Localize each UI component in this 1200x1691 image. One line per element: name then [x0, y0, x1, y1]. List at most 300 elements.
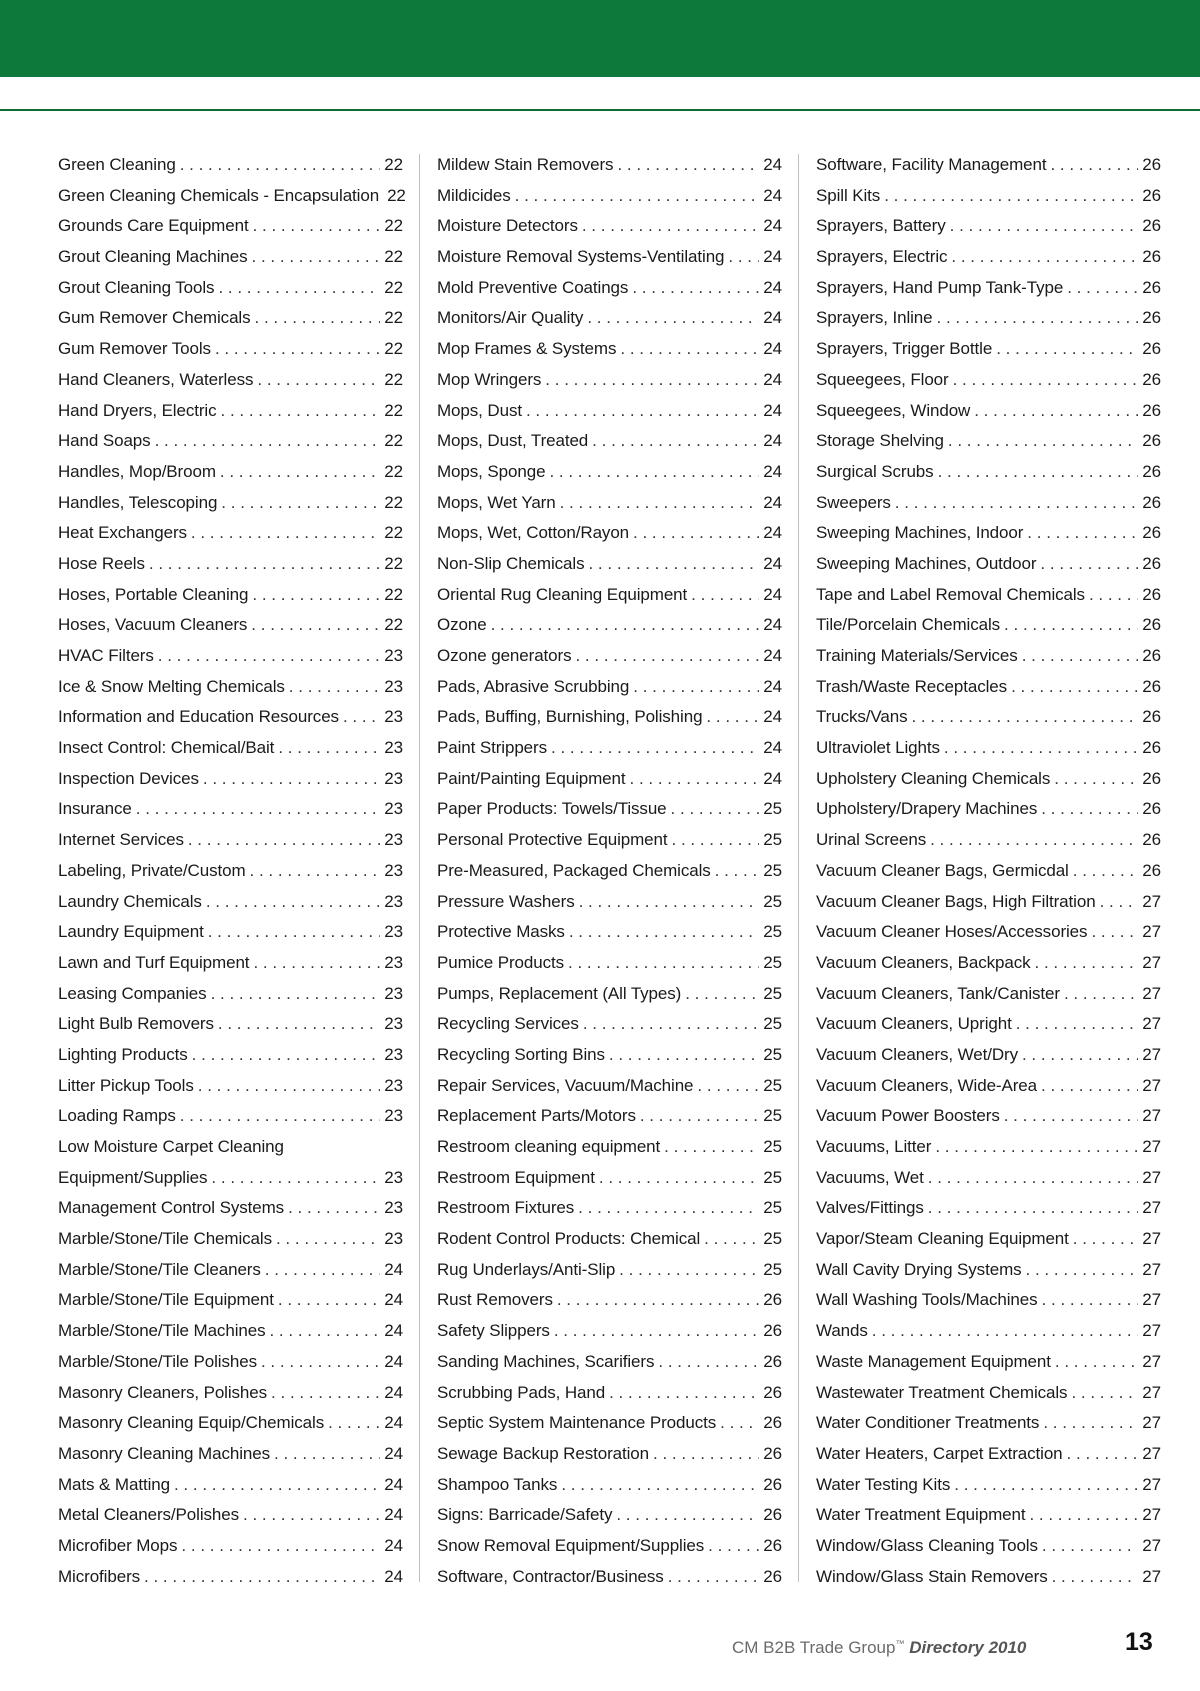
dot-leader	[136, 794, 381, 825]
dot-leader	[206, 887, 380, 918]
dot-leader	[1100, 887, 1139, 918]
dot-leader	[1022, 1040, 1138, 1071]
index-entry	[816, 764, 1161, 795]
entry-name: Spill Kits	[816, 185, 881, 205]
index-entry	[58, 1101, 403, 1132]
entry-name: Marble/Stone/Tile Machines	[58, 1321, 266, 1341]
dot-leader	[930, 825, 1138, 856]
index-entry	[437, 549, 782, 580]
entry-page-number: 23	[384, 891, 403, 911]
entry-page-number: 23	[384, 707, 403, 727]
entry-name: Rodent Control Products: Chemical	[437, 1229, 701, 1249]
entry-name: Mops, Dust	[437, 400, 522, 420]
entry-page-number: 24	[763, 400, 782, 420]
dot-leader	[1029, 1500, 1138, 1531]
index-entry	[437, 948, 782, 979]
dot-leader	[1054, 764, 1138, 795]
dot-leader	[221, 488, 380, 519]
entry-name: Mats & Matting	[58, 1474, 170, 1494]
dot-leader	[253, 211, 381, 242]
dot-leader	[951, 242, 1138, 273]
entry-name: Mold Preventive Coatings	[437, 277, 629, 297]
dot-leader	[220, 457, 380, 488]
index-entry	[58, 1009, 403, 1040]
entry-page-number: 23	[384, 768, 403, 788]
entry-name: Heat Exchangers	[58, 523, 187, 543]
index-entry	[58, 1040, 403, 1071]
entry-page-number: 27	[1142, 1443, 1161, 1463]
dot-leader	[243, 1500, 380, 1531]
entry-page-number: 26	[1142, 523, 1161, 543]
dot-leader	[1022, 641, 1139, 672]
index-entry	[816, 549, 1161, 580]
entry-name: Pads, Abrasive Scrubbing	[437, 676, 630, 696]
entry-name: Hand Cleaners, Waterless	[58, 369, 254, 389]
dot-leader	[515, 181, 760, 212]
dot-leader	[884, 181, 1138, 212]
entry-page-number: 22	[384, 369, 403, 389]
index-entry	[816, 733, 1161, 764]
index-entry	[437, 1040, 782, 1071]
dot-leader	[211, 979, 381, 1010]
entry-page-number: 22	[384, 461, 403, 481]
index-entry	[816, 1531, 1161, 1562]
entry-name: Squeegees, Floor	[816, 369, 949, 389]
index-column-3	[816, 150, 1161, 1592]
entry-page-number: 26	[1142, 461, 1161, 481]
index-entry	[437, 733, 782, 764]
dot-leader	[697, 1071, 759, 1102]
dot-leader	[1004, 1101, 1139, 1132]
entry-page-number: 24	[763, 369, 782, 389]
entry-name: Water Conditioner Treatments	[816, 1413, 1040, 1433]
entry-page-number: 24	[763, 676, 782, 696]
entry-page-number: 24	[384, 1505, 403, 1525]
entry-name: Vacuum Cleaner Hoses/Accessories	[816, 922, 1088, 942]
dot-leader	[582, 211, 759, 242]
entry-name: Mop Wringers	[437, 369, 542, 389]
dot-leader	[578, 1193, 759, 1224]
entry-name: Masonry Cleaning Equip/Chemicals	[58, 1413, 325, 1433]
entry-page-number: 27	[1142, 1535, 1161, 1555]
dot-leader	[1004, 610, 1138, 641]
entry-page-number: 24	[384, 1566, 403, 1586]
index-entry	[437, 1132, 782, 1163]
entry-page-number: 27	[1142, 1413, 1161, 1433]
entry-page-number: 24	[763, 707, 782, 727]
entry-name: Recycling Services	[437, 1014, 579, 1034]
entry-page-number: 22	[384, 247, 403, 267]
index-entry	[437, 610, 782, 641]
dot-leader	[250, 856, 381, 887]
index-entry	[816, 702, 1161, 733]
index-entry	[816, 1285, 1161, 1316]
entry-name: Grout Cleaning Tools	[58, 277, 215, 297]
dot-leader	[592, 426, 759, 457]
entry-name: Mops, Wet Yarn	[437, 492, 556, 512]
entry-page-number: 25	[763, 952, 782, 972]
index-entry	[816, 518, 1161, 549]
dot-leader	[630, 764, 760, 795]
dot-leader	[181, 1531, 380, 1562]
index-entry	[58, 887, 403, 918]
dot-leader	[1067, 273, 1138, 304]
index-entry	[58, 365, 403, 396]
dot-leader	[708, 1531, 759, 1562]
index-entry	[816, 1193, 1161, 1224]
entry-name: Oriental Rug Cleaning Equipment	[437, 584, 688, 604]
dot-leader	[568, 948, 759, 979]
entry-page-number: 23	[384, 799, 403, 819]
dot-leader	[203, 764, 380, 795]
index-entry	[816, 242, 1161, 273]
index-entry	[58, 1562, 403, 1593]
index-entry	[816, 672, 1161, 703]
entry-name: Microfiber Mops	[58, 1535, 178, 1555]
dot-leader	[328, 1408, 380, 1439]
index-entry	[816, 794, 1161, 825]
dot-leader	[685, 979, 759, 1010]
entry-name: Litter Pickup Tools	[58, 1075, 194, 1095]
index-entry	[816, 641, 1161, 672]
entry-page-number: 25	[763, 922, 782, 942]
dot-leader	[1041, 1071, 1138, 1102]
index-entry	[816, 887, 1161, 918]
entry-page-number: 26	[1142, 369, 1161, 389]
dot-leader	[569, 917, 759, 948]
entry-page-number: 22	[384, 216, 403, 236]
index-entry	[58, 1378, 403, 1409]
entry-name: Rug Underlays/Anti-Slip	[437, 1259, 616, 1279]
entry-page-number: 22	[384, 277, 403, 297]
entry-name: Lighting Products	[58, 1044, 188, 1064]
dot-leader	[720, 1408, 759, 1439]
index-entry	[58, 303, 403, 334]
entry-name: Pre-Measured, Packaged Chemicals	[437, 860, 711, 880]
entry-page-number: 22	[384, 523, 403, 543]
dot-leader	[579, 887, 760, 918]
entry-page-number: 22	[384, 553, 403, 573]
entry-name: Grout Cleaning Machines	[58, 247, 248, 267]
entry-name: Laundry Chemicals	[58, 891, 202, 911]
entry-name: Storage Shelving	[816, 431, 944, 451]
index-entry	[437, 1163, 782, 1194]
index-entry	[58, 334, 403, 365]
index-entry	[58, 794, 403, 825]
entry-page-number: 27	[1142, 1137, 1161, 1156]
dot-leader	[561, 1470, 759, 1501]
entry-name: Snow Removal Equipment/Supplies	[437, 1535, 705, 1555]
dot-leader	[948, 426, 1138, 457]
entry-name: Signs: Barricade/Safety	[437, 1505, 613, 1525]
dot-leader	[953, 365, 1139, 396]
entry-page-number: 26	[763, 1474, 782, 1494]
entry-page-number: 22	[384, 492, 403, 512]
dot-leader	[491, 610, 760, 641]
dot-leader	[911, 702, 1138, 733]
entry-name: Surgical Scrubs	[816, 461, 934, 481]
dot-leader	[1089, 580, 1138, 611]
index-entry	[58, 764, 403, 795]
index-entry	[437, 764, 782, 795]
dot-leader	[633, 518, 759, 549]
entry-name: Equipment/Supplies	[58, 1167, 208, 1187]
entry-page-number: 23	[384, 860, 403, 880]
entry-page-number: 26	[1142, 492, 1161, 512]
entry-page-number: 23	[384, 1075, 403, 1095]
index-column-2	[437, 150, 782, 1592]
dot-leader	[271, 1378, 380, 1409]
entry-page-number: 24	[763, 277, 782, 297]
dot-leader	[632, 273, 759, 304]
publication-name: CM B2B Trade Group	[732, 1638, 896, 1657]
index-entry	[437, 1347, 782, 1378]
index-entry	[816, 1408, 1161, 1439]
index-entry	[437, 917, 782, 948]
index-entry	[58, 948, 403, 979]
dot-leader	[274, 1439, 380, 1470]
dot-leader	[265, 1255, 381, 1286]
index-entry	[58, 1347, 403, 1378]
dot-leader	[257, 365, 380, 396]
entry-page-number: 26	[763, 1505, 782, 1525]
entry-name: Tile/Porcelain Chemicals	[816, 615, 1001, 635]
dot-leader	[180, 1101, 381, 1132]
dot-leader	[1073, 1224, 1139, 1255]
index-entry	[437, 211, 782, 242]
entry-name: Hose Reels	[58, 553, 145, 573]
entry-page-number: 25	[763, 1137, 782, 1156]
entry-name: Restroom Fixtures	[437, 1198, 575, 1218]
entry-page-number: 22	[384, 308, 403, 328]
dot-leader	[278, 1285, 380, 1316]
index-entry	[58, 396, 403, 427]
entry-page-number: 25	[763, 891, 782, 911]
dot-leader	[1040, 549, 1138, 580]
dot-leader	[706, 702, 759, 733]
entry-name: Monitors/Air Quality	[437, 308, 584, 328]
index-entry	[437, 1439, 782, 1470]
entry-page-number: 24	[384, 1443, 403, 1463]
entry-name: Marble/Stone/Tile Equipment	[58, 1290, 274, 1310]
entry-name: Sweepers	[816, 492, 891, 512]
index-entry	[437, 1378, 782, 1409]
entry-name: Vacuum Cleaners, Backpack	[816, 952, 1031, 972]
index-entry	[816, 273, 1161, 304]
entry-page-number: 22	[384, 155, 403, 174]
entry-name: Moisture Removal Systems-Ventilating	[437, 247, 725, 267]
entry-page-number: 27	[1142, 922, 1161, 942]
index-entry	[58, 979, 403, 1010]
dot-leader	[251, 610, 380, 641]
entry-page-number: 27	[1142, 952, 1161, 972]
entry-page-number: 23	[384, 1044, 403, 1064]
index-entry	[58, 273, 403, 304]
dot-leader	[609, 1378, 759, 1409]
entry-name: Handles, Mop/Broom	[58, 461, 216, 481]
entry-name: Septic System Maintenance Products	[437, 1413, 717, 1433]
index-entry	[58, 1439, 403, 1470]
dot-leader	[554, 1316, 759, 1347]
entry-page-number: 24	[763, 216, 782, 236]
dot-leader	[144, 1562, 380, 1593]
index-entry	[816, 1316, 1161, 1347]
entry-page-number: 27	[1142, 1106, 1161, 1126]
entry-page-number: 24	[763, 768, 782, 788]
entry-page-number: 25	[763, 1106, 782, 1126]
dot-leader	[974, 396, 1138, 427]
entry-name: Paint/Painting Equipment	[437, 768, 626, 788]
entry-page-number: 25	[763, 1198, 782, 1218]
entry-name: Marble/Stone/Tile Polishes	[58, 1351, 257, 1371]
entry-name: Vacuums, Wet	[816, 1167, 924, 1187]
dot-leader	[633, 672, 759, 703]
entry-name: Information and Education Resources	[58, 707, 339, 727]
index-entry	[437, 334, 782, 365]
dot-leader	[664, 1132, 759, 1163]
dot-leader	[255, 303, 381, 334]
entry-name: HVAC Filters	[58, 646, 154, 665]
entry-page-number: 23	[384, 1014, 403, 1034]
entry-page-number: 26	[763, 1321, 782, 1341]
entry-name: Leasing Companies	[58, 983, 207, 1003]
entry-name: Protective Masks	[437, 922, 565, 942]
index-entry	[816, 457, 1161, 488]
entry-page-number: 24	[763, 155, 782, 174]
entry-name: Personal Protective Equipment	[437, 830, 668, 850]
entry-name: Trucks/Vans	[816, 707, 908, 727]
entry-page-number: 27	[1142, 1014, 1161, 1034]
index-entry	[58, 1163, 403, 1194]
entry-page-number: 24	[763, 308, 782, 328]
dot-leader	[551, 733, 759, 764]
entry-name: Insect Control: Chemical/Bait	[58, 738, 275, 758]
entry-page-number: 24	[384, 1321, 403, 1341]
entry-page-number: 27	[1142, 1290, 1161, 1310]
dot-leader	[575, 641, 759, 672]
entry-page-number: 26	[1142, 615, 1161, 635]
entry-page-number: 27	[1142, 1044, 1161, 1064]
dot-leader	[343, 702, 380, 733]
entry-page-number: 24	[763, 185, 782, 205]
index-entry	[58, 580, 403, 611]
dot-leader	[928, 1193, 1139, 1224]
entry-page-number: 24	[763, 646, 782, 665]
dot-leader	[545, 365, 759, 396]
entry-name: Light Bulb Removers	[58, 1014, 214, 1034]
entry-page-number: 22	[384, 584, 403, 604]
entry-page-number: 27	[1142, 1505, 1161, 1525]
entry-name: Ultraviolet Lights	[816, 738, 940, 758]
index-entry	[437, 1285, 782, 1316]
index-entry	[816, 488, 1161, 519]
entry-name: Paper Products: Towels/Tissue	[437, 799, 667, 819]
entry-name: Vapor/Steam Cleaning Equipment	[816, 1229, 1069, 1249]
dot-leader	[215, 334, 380, 365]
entry-name: Masonry Cleaners, Polishes	[58, 1382, 268, 1402]
entry-name: Water Testing Kits	[816, 1474, 951, 1494]
entry-page-number: 25	[763, 1229, 782, 1249]
index-entry	[437, 426, 782, 457]
entry-page-number: 26	[763, 1413, 782, 1433]
index-entry	[58, 702, 403, 733]
index-entry	[58, 1132, 403, 1163]
entry-page-number: 26	[763, 1382, 782, 1402]
index-entry	[816, 1071, 1161, 1102]
dot-leader	[1064, 979, 1138, 1010]
entry-name: Paint Strippers	[437, 738, 547, 758]
index-entry	[437, 365, 782, 396]
index-entry	[437, 1500, 782, 1531]
index-entry	[437, 1531, 782, 1562]
index-entry	[58, 1316, 403, 1347]
index-entry	[816, 303, 1161, 334]
index-entry	[816, 1163, 1161, 1194]
entry-name: Software, Facility Management	[816, 155, 1047, 174]
entry-page-number: 25	[763, 983, 782, 1003]
entry-name: Pumps, Replacement (All Types)	[437, 983, 682, 1003]
dot-leader	[935, 1132, 1138, 1163]
entry-page-number: 26	[1142, 707, 1161, 727]
entry-page-number: 26	[1142, 646, 1161, 665]
dot-leader	[1026, 1255, 1139, 1286]
index-entry	[437, 1562, 782, 1593]
entry-page-number: 26	[763, 1566, 782, 1586]
entry-page-number: 26	[763, 1351, 782, 1371]
entry-page-number: 22	[387, 185, 406, 205]
index-entry	[437, 672, 782, 703]
entry-name: Sewage Backup Restoration	[437, 1443, 650, 1463]
entry-page-number: 24	[763, 492, 782, 512]
index-entry	[58, 917, 403, 948]
entry-name: Microfibers	[58, 1566, 141, 1586]
entry-name: Masonry Cleaning Machines	[58, 1443, 270, 1463]
entry-name: Laundry Equipment	[58, 922, 204, 942]
entry-name: Ozone generators	[437, 646, 572, 665]
index-entry	[437, 181, 782, 212]
entry-page-number: 25	[763, 1167, 782, 1187]
entry-name: Vacuums, Litter	[816, 1137, 932, 1156]
entry-name: Metal Cleaners/Polishes	[58, 1505, 240, 1525]
dot-leader	[149, 549, 380, 580]
index-entry	[437, 488, 782, 519]
entry-name: Pads, Buffing, Burnishing, Polishing	[437, 707, 703, 727]
index-entry	[816, 1101, 1161, 1132]
index-entry	[816, 979, 1161, 1010]
entry-page-number: 24	[763, 584, 782, 604]
entry-name: Moisture Detectors	[437, 216, 578, 236]
index-entry	[816, 1040, 1161, 1071]
dot-leader	[560, 488, 760, 519]
dot-leader	[192, 1040, 381, 1071]
dot-leader	[619, 1255, 759, 1286]
entry-page-number: 26	[1142, 768, 1161, 788]
entry-name: Rust Removers	[437, 1290, 553, 1310]
trademark-mark: ™	[895, 1638, 905, 1649]
directory-title: Directory 2010	[909, 1638, 1027, 1657]
entry-name: Vacuum Cleaner Bags, High Filtration	[816, 891, 1096, 911]
dot-leader	[1055, 1347, 1138, 1378]
index-entry	[437, 1224, 782, 1255]
entry-name: Mops, Sponge	[437, 461, 546, 481]
index-entry	[58, 549, 403, 580]
dot-leader	[218, 273, 380, 304]
entry-name: Hoses, Vacuum Cleaners	[58, 615, 248, 635]
column-divider	[798, 154, 799, 1582]
entry-page-number: 24	[384, 1535, 403, 1555]
index-entry	[437, 641, 782, 672]
entry-name: Internet Services	[58, 830, 184, 850]
